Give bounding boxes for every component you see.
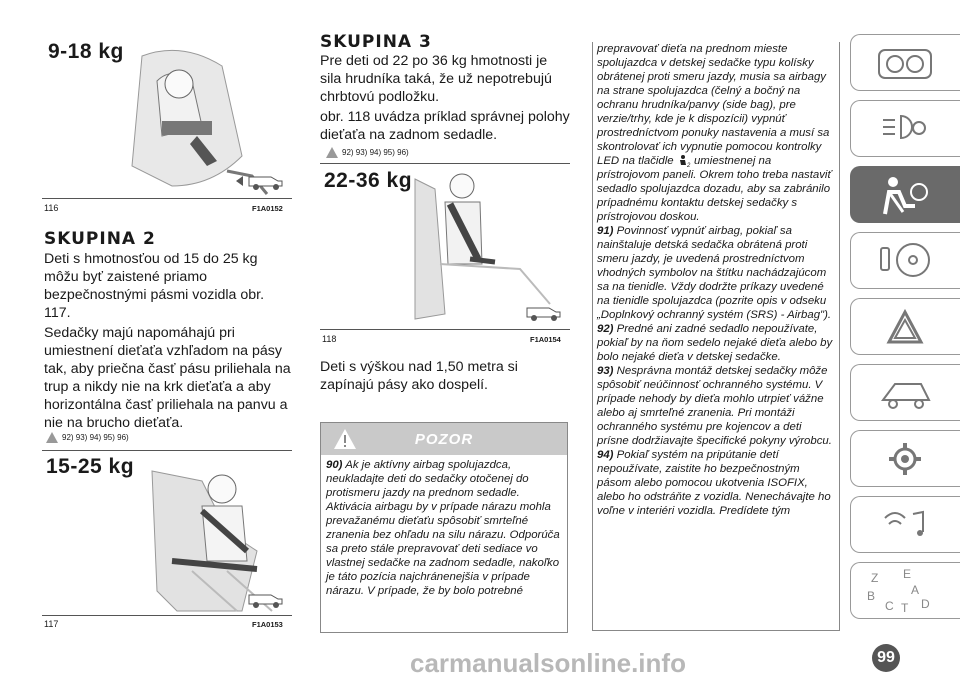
warning-text: umiestnenej na prístrojovom paneli. Okrem toho treba nastaviť sedadlo spolujazdca dozadu, aby sa zabránilo prípadnému kontaktu detskej sedačky s prístrojovou doskou. bbox=[597, 155, 832, 224]
index-letter: Z bbox=[871, 571, 879, 585]
skupina-3-adult-text: Deti s výškou nad 1,50 metra si zapínajú pásy ako dospelí. bbox=[320, 359, 518, 393]
figure-118-number: 118 bbox=[322, 334, 337, 344]
warning-90 bbox=[321, 455, 567, 601]
warning-text: Nesprávna montáž detskej sedačky môže spôsobiť neúčinnosť ochranného systému. V prípade nehody by dieťa mohlo utrpieť vážne alebo aj smrteľné zranenia. Pri montáži ochranného systému pre kojencov a deti prísne dodržiavajte špecifické pokyny výrobcu. bbox=[597, 365, 832, 448]
figure-118-label: 22-36 kg bbox=[324, 169, 413, 192]
paragraph: Deti s hmotnosťou od 15 do 25 kg môžu byť zaistené priamo bezpečnostnými pásmi vozidla obr. 117. bbox=[44, 251, 265, 321]
tab-lights[interactable] bbox=[850, 100, 960, 157]
tab-multimedia[interactable] bbox=[850, 496, 960, 553]
warning-text: Povinnosť vypnúť airbag, pokiaľ sa nainštaluje detská sedačka obrátená proti smeru jazdy, je uvedená prostredníctvom vhodných symbolov na štítku nachádzajúcom sa na tienidle. Vždy dodržte príkazy uvedené na tienidle spolujazdca (pozrite opis v odseku „Doplnkový ochranný systém (SRS) - Airbag"). bbox=[597, 225, 832, 322]
figure-116-label: 9-18 kg bbox=[48, 40, 124, 63]
index-letter: T bbox=[901, 601, 909, 615]
figure-118 bbox=[320, 163, 570, 330]
seatbelt-airbag-icon bbox=[875, 172, 935, 218]
tab-dashboard[interactable] bbox=[850, 34, 960, 91]
paragraph: Sedačky majú napomáhajú pri umiestnení dieťaťa vzhľadom na pásy tak, aby priečna časť pásu priliehala na trup a nikdy nie na krk dieťaťa a aby horizontálna časť priliehala na panvu a nie na brucho dieťaťa. bbox=[44, 325, 291, 431]
paragraph: obr. 118 uvádza príklad správnej polohy dieťaťa na zadnom sedadle. bbox=[320, 109, 570, 143]
gear-icon bbox=[875, 436, 935, 482]
warning-number: 91) bbox=[597, 225, 614, 238]
multimedia-icon bbox=[875, 502, 935, 548]
van-icon bbox=[246, 589, 286, 609]
figure-116-code: F1A0152 bbox=[252, 204, 283, 213]
warning-text: Pokiaľ systém na pripútanie detí nepoužívate, zaistite ho bezpečnostným pásom alebo pomocou ukotvenia ISOFIX, alebo ho odstráňte z vozidla. Nenechávajte ho voľne v interiéri vozidla. Predídete tým bbox=[597, 449, 831, 518]
arrow-icon bbox=[236, 176, 246, 186]
figure-117-code: F1A0153 bbox=[252, 620, 283, 629]
warning-box bbox=[320, 422, 568, 633]
figure-117 bbox=[42, 450, 292, 616]
airbag-off-icon bbox=[677, 154, 691, 168]
figure-117-label: 15-25 kg bbox=[46, 455, 135, 478]
warning-triangle-icon bbox=[46, 432, 58, 443]
index-letter: C bbox=[885, 599, 894, 613]
skupina-3-text bbox=[320, 52, 570, 146]
paragraph: Pre deti od 22 po 36 kg hmotnosti je sila hrudníka taká, že už nepotrebujú chrbtovú podložku. bbox=[320, 53, 552, 105]
warning-number: 92) bbox=[597, 323, 614, 336]
refs-text: 92) 93) 94) 95) 96) bbox=[62, 433, 129, 442]
tab-starting-driving[interactable] bbox=[850, 232, 960, 289]
warning-text: prepravovať dieťa na prednom mieste spolujazdca v detskej sedačke typu kolísky obrátenej proti smeru jazdy, musia sa airbagy na strane spolujazdca (čelný a bočný na ochranu hrudníka/panvy (side bag), pre verzie/trhy, kde je k dispozícii) vypnúť prostredníctvom ponuky nastavenia a musí sa skontrolovať ich vypnutie pomocou kontrolky LED na tlačidle bbox=[597, 43, 830, 168]
warning-number: 93) bbox=[597, 365, 614, 378]
wrench-car-icon bbox=[875, 370, 935, 416]
warning-triangle-icon bbox=[326, 147, 338, 158]
tab-safety[interactable] bbox=[850, 166, 960, 223]
alphabet-index-icon bbox=[865, 566, 935, 616]
section-heading-skupina-3: SKUPINA 3 bbox=[320, 32, 432, 52]
warning-refs bbox=[326, 147, 409, 158]
section-heading-skupina-2: SKUPINA 2 bbox=[44, 229, 156, 249]
warning-lights-icon bbox=[875, 106, 935, 152]
index-letter: E bbox=[903, 567, 912, 581]
warning-number: 90) bbox=[326, 459, 343, 471]
figure-116 bbox=[42, 36, 292, 199]
figure-118-code: F1A0154 bbox=[530, 335, 561, 344]
dashboard-icon bbox=[875, 40, 935, 86]
watermark: carmanualsonline.info bbox=[410, 648, 686, 678]
warning-header bbox=[321, 423, 567, 455]
warning-text: Predné ani zadné sedadlo nepoužívate, pokiaľ by na ňom sedelo nejaké dieťa alebo by bolo nejaké dieťa v detskej sedačke. bbox=[597, 323, 833, 364]
page-number: 99 bbox=[872, 644, 900, 672]
index-letter: D bbox=[921, 597, 930, 611]
warning-number: 94) bbox=[597, 449, 614, 462]
tab-index[interactable] bbox=[850, 562, 960, 619]
tab-technical-data[interactable] bbox=[850, 430, 960, 487]
index-letter: A bbox=[911, 583, 920, 597]
warning-refs bbox=[46, 432, 129, 443]
tab-maintenance[interactable] bbox=[850, 364, 960, 421]
warning-title: POZOR bbox=[414, 431, 474, 448]
figure-116-number: 116 bbox=[44, 203, 59, 213]
steering-wheel-icon bbox=[875, 238, 935, 284]
skupina-2-text bbox=[44, 250, 292, 434]
svg-text:2: 2 bbox=[686, 163, 691, 168]
warning-text: Ak je aktívny airbag spolujazdca, neukladajte deti do sedačky otočenej do protismeru jazdy na prednom sedadle. Aktivácia airbagu by v prípade nárazu mohla prevažanému dieťaťu spôsobiť smrteľné zranenia bez ohľadu na silu nárazu. Odporúča sa preto stále prepravovať deti sediace vo vlastnej sedačke na zadnom sedadle, nakoľko je táto pozícia najchránenejšia v prípade nárazu. V prípade, že by bolo potrebné bbox=[326, 459, 560, 597]
van-icon bbox=[246, 171, 286, 191]
index-letter: B bbox=[867, 589, 876, 603]
tab-emergency[interactable] bbox=[850, 298, 960, 355]
van-icon bbox=[524, 302, 564, 322]
warning-continuation bbox=[592, 42, 840, 631]
warning-triangle-icon bbox=[875, 304, 935, 350]
figure-117-number: 117 bbox=[44, 619, 59, 629]
refs-text: 92) 93) 94) 95) 96) bbox=[342, 148, 409, 157]
